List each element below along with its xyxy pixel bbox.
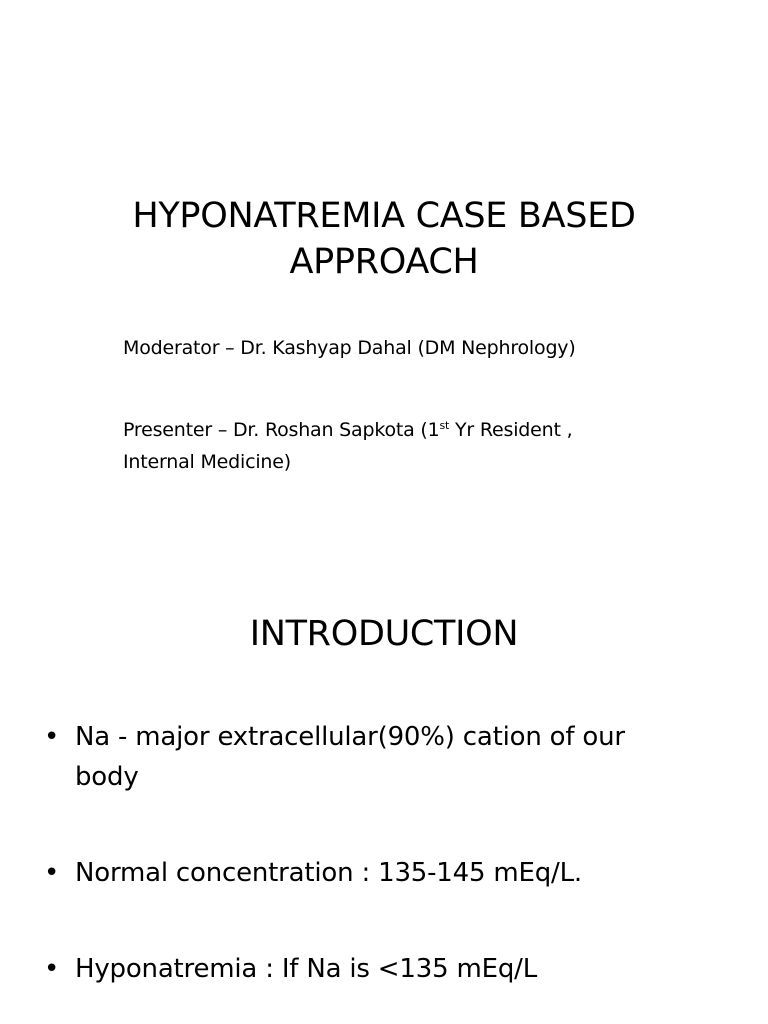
introduction-heading: INTRODUCTION — [249, 614, 519, 654]
bullet-icon: • — [44, 722, 60, 752]
slide-introduction — [0, 576, 768, 1024]
bullet-text — [75, 717, 715, 797]
bullet-text-line-2: body — [75, 762, 139, 792]
moderator-text: Moderator – Dr. Kashyap Dahal (DM Nephrology) — [123, 337, 576, 359]
bullet-icon: • — [44, 858, 60, 888]
presenter-superscript: st — [439, 419, 450, 432]
bullet-text: Hyponatremia : If Na is <135 mEq/L — [75, 954, 537, 984]
bullet-text: Normal concentration : 135-145 mEq/L. — [75, 858, 582, 888]
slide-title-heading — [0, 193, 768, 285]
title-line-1: HYPONATREMIA CASE BASED — [132, 196, 636, 236]
title-line-2: APPROACH — [289, 242, 479, 282]
bullet-text-line-1: Na - major extracellular(90%) cation of our — [75, 722, 625, 752]
presenter-text-end: Yr Resident , — [449, 419, 573, 441]
presenter-text — [123, 414, 683, 478]
presenter-text-start: Presenter – Dr. Roshan Sapkota (1 — [123, 419, 440, 441]
bullet-icon: • — [44, 954, 60, 984]
presenter-text-line-2: Internal Medicine) — [123, 451, 291, 473]
